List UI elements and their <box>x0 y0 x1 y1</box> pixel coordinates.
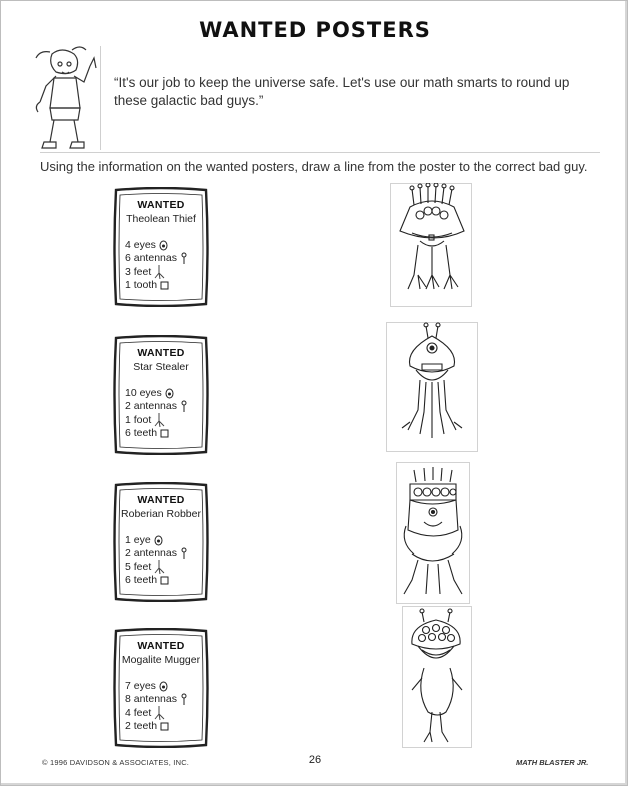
poster-antennas-count: 2 antennas <box>125 547 177 559</box>
foot-icon <box>154 265 166 279</box>
tooth-icon <box>160 722 169 731</box>
alien-illustration <box>386 322 478 452</box>
antenna-icon <box>180 400 188 412</box>
poster-name: Mogalite Mugger <box>121 654 201 666</box>
poster-feet-count: 1 foot <box>125 413 152 426</box>
wanted-poster-star-stealer <box>111 335 211 455</box>
foot-icon <box>154 706 166 720</box>
tooth-icon <box>160 281 169 290</box>
eye-icon <box>165 388 174 399</box>
tooth-icon <box>160 429 169 438</box>
poster-eyes-count: 4 eyes <box>125 239 156 251</box>
wanted-poster-roberian-robber <box>111 482 211 602</box>
alien-illustration <box>390 183 472 307</box>
foot-icon <box>154 413 166 427</box>
page-title: WANTED POSTERS <box>199 18 431 42</box>
poster-antennas-count: 2 antennas <box>125 400 177 412</box>
antenna-icon <box>180 252 188 264</box>
instructions-text: Using the information on the wanted posters, draw a line from the poster to the correct bad guy. <box>40 159 588 174</box>
wanted-poster-mogalite-mugger <box>111 628 211 748</box>
poster-antennas-count: 6 antennas <box>125 252 177 264</box>
poster-teeth-count: 6 teeth <box>125 574 158 586</box>
poster-eyes-count: 10 eyes <box>125 387 162 399</box>
quote-text: “It's our job to keep the universe safe. Let's use our math smarts to round up these galactic bad guys.” <box>114 75 570 108</box>
poster-antennas-count: 8 antennas <box>125 693 177 705</box>
poster-name: Roberian Robber <box>121 508 201 520</box>
divider <box>40 152 600 153</box>
poster-feet-count: 5 feet <box>125 560 152 573</box>
poster-feet-count: 3 feet <box>125 265 152 278</box>
alien-illustration <box>396 462 470 604</box>
poster-eyes-count: 7 eyes <box>125 680 156 692</box>
page-number: 26 <box>308 754 322 766</box>
poster-teeth-count: 2 teeth <box>125 720 158 732</box>
poster-heading: WANTED <box>137 494 185 506</box>
foot-icon <box>154 560 166 574</box>
footer-brand: MATH BLASTER JR. <box>516 758 589 767</box>
poster-name: Theolean Thief <box>126 213 196 225</box>
poster-heading: WANTED <box>137 640 185 652</box>
eye-icon <box>154 535 163 546</box>
footer-copyright: © 1996 DAVIDSON & ASSOCIATES, INC. <box>42 758 190 767</box>
antenna-icon <box>180 693 188 705</box>
mascot-divider <box>100 46 101 150</box>
poster-name: Star Stealer <box>133 361 189 373</box>
poster-heading: WANTED <box>137 347 185 359</box>
poster-eyes-count: 1 eye <box>125 534 151 546</box>
eye-icon <box>159 240 168 251</box>
tooth-icon <box>160 576 169 585</box>
poster-heading: WANTED <box>137 199 185 211</box>
mascot-illustration <box>22 46 104 152</box>
poster-teeth-count: 1 tooth <box>125 279 158 291</box>
wanted-poster-theolean-thief <box>111 187 211 307</box>
antenna-icon <box>180 547 188 559</box>
alien-illustration <box>402 606 472 748</box>
poster-feet-count: 4 feet <box>125 706 152 719</box>
eye-icon <box>159 681 168 692</box>
poster-teeth-count: 6 teeth <box>125 427 158 439</box>
